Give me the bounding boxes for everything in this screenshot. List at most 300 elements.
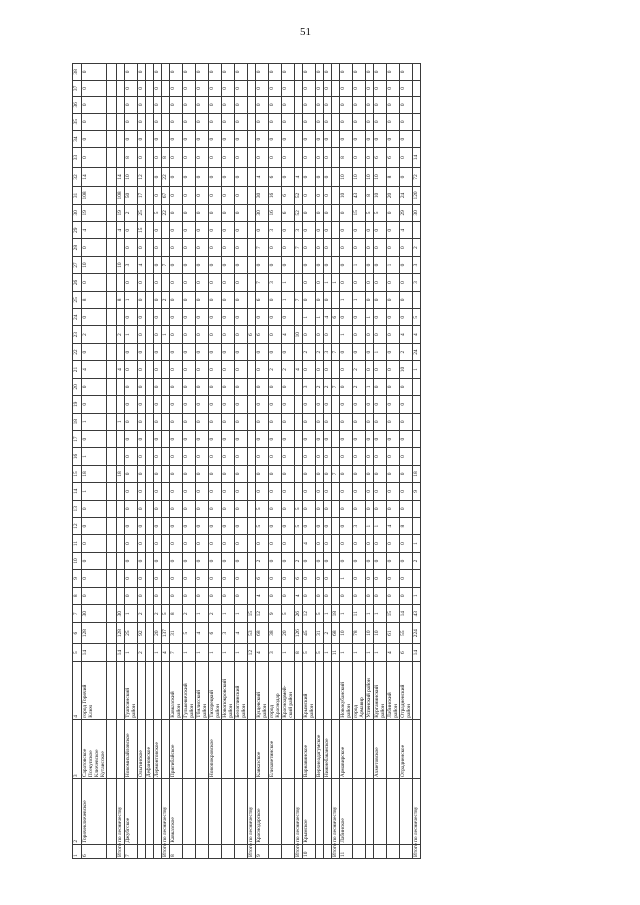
- table-cell: 14: [73, 483, 82, 500]
- table-cell: 0: [196, 309, 209, 326]
- table-cell: 0: [282, 378, 295, 395]
- table-cell: [248, 204, 256, 221]
- table-cell: 0: [154, 535, 162, 552]
- table-cell: Белоглинский район: [235, 662, 248, 719]
- table-cell: [324, 662, 332, 719]
- table-cell: [248, 430, 256, 447]
- table-cell: 0: [170, 517, 183, 534]
- table-cell: 0: [353, 113, 366, 130]
- table-cell: [117, 587, 125, 604]
- table-cell: [413, 500, 421, 517]
- table-cell: 0: [303, 274, 316, 291]
- table-cell: 0: [170, 570, 183, 587]
- table-cell: [162, 413, 170, 430]
- table-cell: 0: [154, 500, 162, 517]
- table-cell: 0: [303, 222, 316, 239]
- table-cell: Кавказский район: [170, 662, 183, 719]
- table-cell: [413, 570, 421, 587]
- table-cell: 0: [316, 413, 324, 430]
- table-row: [154, 64, 162, 859]
- table-cell: 0: [196, 483, 209, 500]
- table-cell: 0: [138, 465, 146, 482]
- table-cell: 0: [154, 256, 162, 273]
- table-cell: 0: [235, 130, 248, 147]
- header-row: [73, 64, 82, 859]
- table-cell: 18: [413, 465, 421, 482]
- table-cell: 0: [374, 80, 387, 96]
- table-cell: 0: [366, 552, 374, 569]
- table-cell: 0: [324, 500, 332, 517]
- table-cell: 1: [209, 643, 222, 661]
- table-cell: 24: [73, 309, 82, 326]
- table-cell: [107, 779, 117, 845]
- table-cell: [146, 113, 154, 130]
- table-cell: 0: [235, 167, 248, 186]
- table-cell: 0: [400, 130, 413, 147]
- table-cell: 18: [73, 413, 82, 430]
- table-cell: [117, 535, 125, 552]
- table-cell: [282, 844, 295, 858]
- table-cell: 0: [256, 448, 269, 465]
- table-cell: 0: [353, 274, 366, 291]
- table-cell: 0: [269, 587, 282, 604]
- table-cell: 4: [196, 623, 209, 643]
- table-cell: 0: [400, 256, 413, 273]
- table-cell: Тихорецкий район: [209, 662, 222, 719]
- table-cell: 10: [295, 326, 303, 343]
- table-cell: 0: [82, 570, 107, 587]
- table-cell: 0: [235, 239, 248, 256]
- table-row: [282, 64, 295, 859]
- table-cell: 4: [282, 326, 295, 343]
- table-cell: 0: [170, 148, 183, 167]
- table-cell: 0: [154, 448, 162, 465]
- table-cell: [138, 662, 146, 719]
- table-cell: [107, 535, 117, 552]
- table-cell: 1: [332, 274, 340, 291]
- table-cell: 1: [374, 343, 387, 360]
- table-cell: 0: [366, 80, 374, 96]
- table-cell: 0: [170, 239, 183, 256]
- table-cell: 0: [222, 517, 235, 534]
- table-cell: 0: [209, 256, 222, 273]
- table-cell: 0: [340, 465, 353, 482]
- table-cell: 0: [340, 64, 353, 81]
- table-cell: 7: [332, 378, 340, 395]
- table-cell: 0: [400, 413, 413, 430]
- table-cell: [332, 361, 340, 378]
- table-cell: [295, 719, 303, 778]
- table-cell: 1: [324, 604, 332, 622]
- table-cell: 3: [324, 343, 332, 360]
- table-cell: [248, 64, 256, 81]
- table-cell: 0: [282, 97, 295, 113]
- table-cell: 0: [316, 291, 324, 308]
- table-cell: [107, 430, 117, 447]
- table-cell: [162, 662, 170, 719]
- table-cell: [387, 844, 400, 858]
- table-cell: 0: [387, 570, 400, 587]
- table-cell: 0: [125, 80, 138, 96]
- table-cell: 0: [222, 535, 235, 552]
- table-cell: 12: [73, 517, 82, 534]
- table-cell: 1: [303, 309, 316, 326]
- table-cell: 0: [154, 378, 162, 395]
- table-cell: 0: [82, 396, 107, 413]
- table-cell: [117, 517, 125, 534]
- table-cell: 0: [366, 291, 374, 308]
- table-cell: Красноармей- ский район: [282, 662, 295, 719]
- table-cell: 0: [235, 187, 248, 204]
- table-cell: 4: [82, 222, 107, 239]
- table-cell: [107, 204, 117, 221]
- table-cell: [107, 309, 117, 326]
- table-cell: 2: [413, 239, 421, 256]
- table-cell: [107, 643, 117, 661]
- table-cell: 8: [82, 291, 107, 308]
- table-cell: 0: [374, 396, 387, 413]
- table-row: [366, 64, 374, 859]
- table-cell: Кавказское: [256, 719, 269, 778]
- table-cell: 0: [196, 587, 209, 604]
- table-cell: 0: [154, 97, 162, 113]
- table-cell: 1: [196, 643, 209, 661]
- table-cell: 0: [138, 570, 146, 587]
- table-cell: 0: [222, 483, 235, 500]
- table-cell: 31: [73, 187, 82, 204]
- table-cell: 0: [374, 256, 387, 273]
- table-cell: 5: [295, 517, 303, 534]
- table-cell: 7: [73, 604, 82, 622]
- table-cell: [295, 378, 303, 395]
- table-cell: 0: [209, 113, 222, 130]
- table-cell: 0: [196, 148, 209, 167]
- table-cell: 0: [138, 64, 146, 81]
- table-cell: 68: [256, 623, 269, 643]
- table-cell: [248, 413, 256, 430]
- table-cell: 1: [340, 570, 353, 587]
- table-cell: 0: [340, 448, 353, 465]
- table-cell: 0: [316, 130, 324, 147]
- table-cell: [196, 844, 209, 858]
- table-cell: [162, 64, 170, 81]
- table-cell: Итого по лесничеству: [413, 806, 419, 857]
- table-cell: 0: [154, 187, 162, 204]
- table-cell: 0: [209, 517, 222, 534]
- table-cell: 0: [400, 274, 413, 291]
- table-cell: 0: [387, 465, 400, 482]
- table-cell: 0: [316, 113, 324, 130]
- table-cell: 0: [374, 587, 387, 604]
- table-cell: [183, 844, 196, 858]
- table-cell: 0: [154, 413, 162, 430]
- table-cell: 0: [282, 413, 295, 430]
- table-cell: [295, 343, 303, 360]
- table-cell: 1: [340, 291, 353, 308]
- table-cell: 0: [303, 148, 316, 167]
- table-row: [324, 64, 332, 859]
- table-cell: 18: [117, 465, 125, 482]
- table-cell: 0: [374, 552, 387, 569]
- table-cell: Ахметовское: [374, 719, 387, 778]
- table-cell: [107, 552, 117, 569]
- table-cell: [117, 662, 125, 719]
- table-cell: 0: [366, 465, 374, 482]
- table-cell: [146, 844, 154, 858]
- table-cell: 0: [374, 413, 387, 430]
- table-cell: 0: [387, 361, 400, 378]
- table-cell: 0: [316, 396, 324, 413]
- table-cell: 0: [170, 361, 183, 378]
- table-cell: 0: [400, 570, 413, 587]
- table-cell: [222, 719, 235, 778]
- table-cell: 0: [196, 130, 209, 147]
- table-cell: 0: [196, 500, 209, 517]
- table-row: [235, 64, 248, 859]
- table-cell: 30: [413, 204, 421, 221]
- table-cell: 0: [269, 535, 282, 552]
- table-cell: 52: [295, 187, 303, 204]
- table-cell: 1: [222, 643, 235, 661]
- table-cell: [117, 396, 125, 413]
- table-cell: 0: [269, 256, 282, 273]
- table-cell: 0: [400, 167, 413, 186]
- table-cell: [107, 239, 117, 256]
- table-cell: Отрадненский район: [400, 662, 413, 719]
- table-cell: 0: [196, 274, 209, 291]
- table-cell: 0: [170, 274, 183, 291]
- table-cell: 0: [303, 204, 316, 221]
- table-cell: 0: [183, 167, 196, 186]
- table-cell: 0: [154, 465, 162, 482]
- table-cell: 19: [73, 396, 82, 413]
- table-cell: 11: [340, 844, 353, 858]
- table-cell: 0: [400, 430, 413, 447]
- table-row: [316, 64, 324, 859]
- table-cell: 5: [316, 643, 324, 661]
- table-cell: Пригибайское: [170, 719, 183, 778]
- table-cell: 0: [235, 500, 248, 517]
- table-cell: 0: [400, 309, 413, 326]
- table-cell: 0: [183, 64, 196, 81]
- table-cell: 0: [303, 587, 316, 604]
- table-cell: 0: [82, 500, 107, 517]
- table-cell: 0: [235, 274, 248, 291]
- table-cell: 53: [248, 623, 256, 643]
- table-cell: 0: [366, 500, 374, 517]
- table-cell: 6: [256, 291, 269, 308]
- table-cell: 0: [400, 465, 413, 482]
- table-row: [353, 64, 366, 859]
- table-cell: 0: [154, 396, 162, 413]
- table-cell: Верхнеадагумское: [316, 719, 324, 778]
- table-cell: 0: [366, 413, 374, 430]
- table-cell: 45: [303, 623, 316, 643]
- table-cell: [366, 719, 374, 778]
- table-cell: 0: [324, 148, 332, 167]
- table-cell: [332, 448, 340, 465]
- table-cell: 3: [295, 222, 303, 239]
- table-cell: [332, 430, 340, 447]
- table-cell: 0: [222, 361, 235, 378]
- table-cell: 0: [154, 587, 162, 604]
- table-cell: 9: [269, 604, 282, 622]
- table-cell: 0: [387, 113, 400, 130]
- table-cell: [248, 97, 256, 113]
- table-cell: 2: [413, 552, 421, 569]
- table-cell: 0: [303, 361, 316, 378]
- table-cell: 0: [170, 222, 183, 239]
- table-cell: [295, 256, 303, 273]
- table-cell: 1: [340, 326, 353, 343]
- table-cell: 0: [366, 64, 374, 81]
- table-cell: 0: [82, 517, 107, 534]
- table-cell: 0: [235, 204, 248, 221]
- spacer-row: [107, 64, 117, 859]
- table-cell: 0: [82, 80, 107, 96]
- table-cell: 23: [73, 326, 82, 343]
- table-cell: [248, 274, 256, 291]
- table-cell: 0: [400, 448, 413, 465]
- table-cell: 3: [269, 222, 282, 239]
- table-cell: 0: [82, 378, 107, 395]
- table-cell: 0: [138, 326, 146, 343]
- table-cell: 2: [324, 378, 332, 395]
- table-cell: 0: [353, 465, 366, 482]
- table-cell: 0: [303, 239, 316, 256]
- table-cell: 1: [82, 413, 107, 430]
- table-cell: 0: [353, 97, 366, 113]
- table-cell: 0: [170, 396, 183, 413]
- table-cell: 8: [366, 187, 374, 204]
- table-cell: 0: [222, 64, 235, 81]
- table-cell: 0: [324, 239, 332, 256]
- table-cell: 0: [303, 413, 316, 430]
- table-cell: 0: [196, 396, 209, 413]
- table-cell: 6: [295, 570, 303, 587]
- table-cell: 224: [413, 623, 421, 643]
- table-cell: [295, 80, 303, 96]
- table-cell: 0: [282, 448, 295, 465]
- table-cell: [107, 291, 117, 308]
- table-cell: [146, 148, 154, 167]
- table-cell: 0: [183, 517, 196, 534]
- table-cell: 0: [316, 274, 324, 291]
- table-cell: [387, 779, 400, 845]
- table-cell: 0: [269, 378, 282, 395]
- table-cell: 0: [170, 256, 183, 273]
- table-cell: 0: [138, 378, 146, 395]
- table-cell: 10: [340, 187, 353, 204]
- table-row: [146, 64, 154, 859]
- table-cell: [107, 662, 117, 719]
- table-cell: 0: [138, 148, 146, 167]
- table-cell: 3: [353, 517, 366, 534]
- table-cell: 0: [209, 187, 222, 204]
- table-cell: 0: [125, 97, 138, 113]
- table-cell: 0: [387, 97, 400, 113]
- table-cell: 0: [387, 396, 400, 413]
- table-cell: 0: [269, 97, 282, 113]
- table-cell: [374, 844, 387, 858]
- table-cell: [248, 535, 256, 552]
- table-cell: 1: [366, 517, 374, 534]
- table-cell: 2: [400, 343, 413, 360]
- table-cell: 0: [209, 378, 222, 395]
- table-cell: [413, 222, 421, 239]
- table-cell: [162, 274, 170, 291]
- table-cell: [332, 239, 340, 256]
- table-cell: [146, 552, 154, 569]
- table-cell: 0: [316, 587, 324, 604]
- table-cell: [209, 779, 222, 845]
- table-cell: [107, 465, 117, 482]
- table-cell: 0: [282, 430, 295, 447]
- table-cell: 0: [209, 64, 222, 81]
- table-cell: 1: [366, 604, 374, 622]
- table-cell: 0: [282, 130, 295, 147]
- table-cell: Итого по лесничеству: [248, 806, 254, 857]
- table-cell: 7: [295, 291, 303, 308]
- table-cell: 0: [366, 239, 374, 256]
- table-cell: 50: [125, 187, 138, 204]
- table-cell: 0: [340, 396, 353, 413]
- table-row: [82, 64, 107, 859]
- table-cell: 0: [196, 326, 209, 343]
- table-cell: 0: [316, 187, 324, 204]
- table-cell: [332, 552, 340, 569]
- table-row: [340, 64, 353, 859]
- table-cell: 1: [324, 274, 332, 291]
- table-cell: [332, 130, 340, 147]
- table-cell: Саратовское Псекупское Ключевское Кутаисское: [82, 719, 107, 778]
- table-cell: [117, 97, 125, 113]
- table-cell: 1: [125, 643, 138, 661]
- table-cell: 2: [138, 604, 146, 622]
- table-cell: 0: [316, 80, 324, 96]
- table-cell: 1: [117, 413, 125, 430]
- table-cell: [117, 448, 125, 465]
- table-cell: [146, 662, 154, 719]
- table-cell: 0: [303, 396, 316, 413]
- table-cell: 0: [353, 587, 366, 604]
- table-cell: 0: [196, 222, 209, 239]
- rotated-table: [72, 63, 602, 859]
- table-cell: 0: [154, 552, 162, 569]
- table-cell: [248, 570, 256, 587]
- table-cell: 0: [125, 222, 138, 239]
- table-cell: 0: [256, 222, 269, 239]
- table-cell: 0: [387, 326, 400, 343]
- table-cell: 2: [303, 343, 316, 360]
- table-cell: 0: [387, 448, 400, 465]
- table-cell: 0: [340, 413, 353, 430]
- table-cell: [332, 719, 340, 778]
- table-cell: 0: [316, 256, 324, 273]
- table-cell: [117, 148, 125, 167]
- table-cell: [117, 113, 125, 130]
- table-cell: [107, 64, 117, 81]
- table-row: [138, 64, 146, 859]
- table-cell: 0: [222, 343, 235, 360]
- table-cell: 0: [400, 97, 413, 113]
- table-cell: 0: [387, 483, 400, 500]
- table-cell: 0: [138, 274, 146, 291]
- table-cell: 0: [82, 274, 107, 291]
- table-cell: 0: [303, 64, 316, 81]
- table-cell: 0: [82, 130, 107, 147]
- table-cell: 6: [269, 167, 282, 186]
